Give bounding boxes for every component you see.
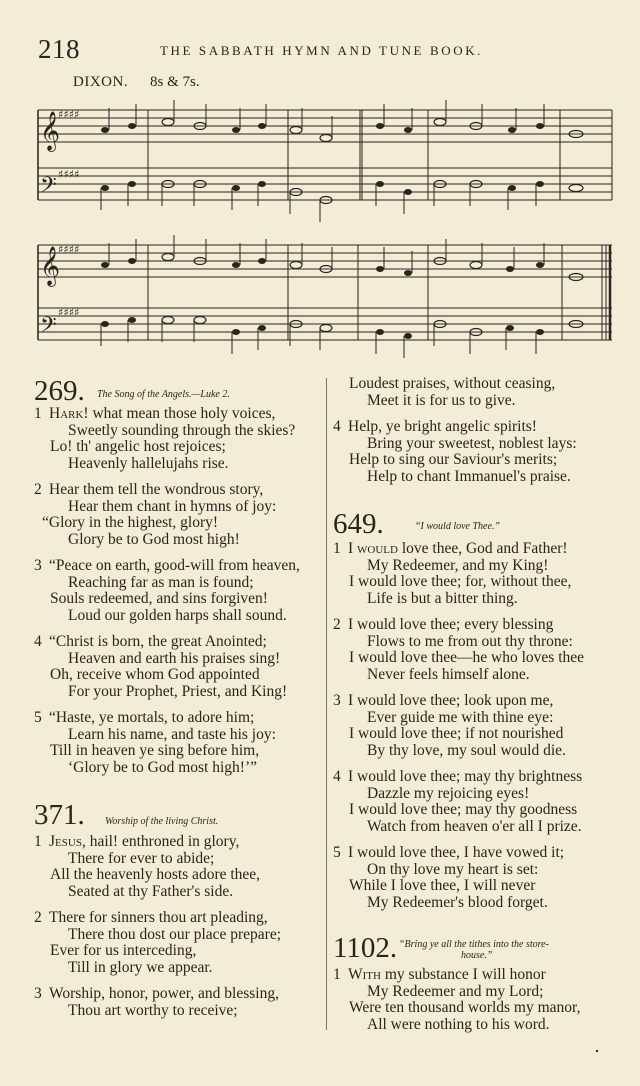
verse-line: There thou dost our place prepare; — [68, 925, 282, 943]
hymn-number: 371. — [34, 799, 85, 831]
right-column — [333, 376, 618, 1043]
verse-line: “Glory in the highest, glory! — [42, 514, 219, 531]
svg-text:♯♯♯♯: ♯♯♯♯ — [58, 306, 80, 319]
svg-text:♯♯♯♯: ♯♯♯♯ — [58, 243, 80, 256]
verse-line: Dazzle my rejoicing eyes! — [367, 784, 530, 802]
verse — [34, 634, 324, 700]
verse-number: 4 — [333, 418, 341, 435]
verse-line: my substance I will honor — [380, 966, 546, 983]
hymn-number: 269. — [34, 375, 85, 407]
hymn-note: Worship of the living Christ. — [105, 816, 219, 827]
verse-line: Ever guide me with thine eye: — [367, 708, 554, 726]
verse-line: love thee, God and Father! — [397, 540, 568, 557]
verse-line: ‘Glory be to God most high!’” — [68, 758, 257, 776]
verse-line: Loudest praises, without ceasing, — [349, 375, 556, 392]
verse-line: Souls redeemed, and sins forgiven! — [50, 590, 268, 607]
svg-text:♯♯♯♯: ♯♯♯♯ — [58, 168, 80, 181]
verse-line: My Redeemer, and my King! — [367, 556, 549, 574]
verse-number: 3 — [34, 557, 42, 574]
verse-number: 5 — [333, 844, 341, 861]
verse-line: There for sinners thou art pleading, — [49, 909, 268, 926]
verse-line: I would love thee; if not nourished — [349, 725, 564, 742]
verse — [34, 834, 324, 900]
hymn-number: 649. — [333, 508, 384, 540]
verse-line: I would love thee—he who loves thee — [349, 649, 585, 666]
verse-line: Loud our golden harps shall sound. — [68, 606, 287, 624]
verse-line: Worship, honor, power, and blessing, — [49, 985, 279, 1002]
ink-dot — [596, 1050, 598, 1052]
verse-line: On thy love my heart is set: — [367, 860, 539, 878]
verse-number: 3 — [333, 692, 341, 709]
verse-line: I would love thee; may thy goodness — [349, 801, 578, 818]
verse-line: Seated at thy Father's side. — [68, 882, 234, 900]
verse-line: Help to chant Immanuel's praise. — [367, 467, 571, 485]
verse-line: I would love thee; may thy brightness — [348, 768, 583, 785]
music-score — [0, 0, 640, 370]
verse-number: 1 — [34, 405, 42, 422]
verse-number: 2 — [34, 909, 42, 926]
verse-line: Heavenly hallelujahs rise. — [68, 454, 229, 472]
verse-line: Were ten thousand worlds my manor, — [349, 999, 581, 1016]
verse-line: “Haste, ye mortals, to adore him; — [49, 709, 255, 726]
verse-line: I would love thee; every blessing — [348, 616, 554, 633]
verse-line: Help, ye bright angelic spirits! — [348, 418, 537, 435]
svg-text:𝄢: 𝄢 — [40, 313, 57, 343]
verse — [34, 406, 324, 472]
verse-number: 2 — [333, 616, 341, 633]
svg-text:𝄞: 𝄞 — [40, 246, 61, 286]
verse-line: Bring your sweetest, noblest lays: — [367, 434, 577, 452]
verse — [333, 693, 618, 759]
hymn-header — [34, 376, 324, 406]
running-title: THE SABBATH HYMN AND TUNE BOOK. — [160, 43, 484, 58]
hymn-number: 1102. — [333, 932, 398, 964]
hymn-note: house.” — [461, 950, 493, 961]
verse-line: Till in glory we appear. — [68, 958, 213, 976]
verse-continued — [333, 376, 618, 409]
verse-number: 1 — [333, 540, 341, 557]
verse-line: Help to sing our Saviour's merits; — [349, 451, 558, 468]
verse-number: 1 — [34, 833, 42, 850]
verse-line: All the heavenly hosts adore thee, — [50, 866, 261, 883]
verse — [333, 617, 618, 683]
verse-number: 1 — [333, 966, 341, 983]
staff-lines — [38, 110, 612, 142]
verse — [333, 419, 618, 485]
verse-first-word: Jesus — [49, 833, 82, 850]
verse-line: , hail! enthroned in glory, — [81, 833, 240, 850]
verse-line: I would love thee, I have vowed it; — [348, 844, 565, 861]
verse-number: 2 — [34, 481, 42, 498]
tune-meter: 8s & 7s. — [150, 74, 200, 90]
verse-number: 3 — [34, 985, 42, 1002]
svg-text:𝄞: 𝄞 — [40, 111, 61, 151]
hymn-note: “I would love Thee.” — [415, 521, 500, 532]
verse-line: My Redeemer's blood forget. — [367, 893, 548, 911]
svg-text:♯♯♯♯: ♯♯♯♯ — [58, 108, 80, 121]
verse-line: By thy love, my soul would die. — [367, 741, 566, 759]
verse — [34, 558, 324, 624]
verse — [333, 967, 618, 1033]
verse-number: 4 — [34, 633, 42, 650]
verse-line: Ever for us interceding, — [50, 942, 197, 959]
column-divider — [326, 378, 327, 1030]
verse — [333, 845, 618, 911]
verse — [333, 541, 618, 607]
hymn-note: The Song of the Angels.—Luke 2. — [97, 389, 230, 400]
verse-first-word: I would — [348, 540, 398, 557]
verse — [34, 910, 324, 976]
verse-line: There for ever to abide; — [68, 849, 215, 867]
hymn-note: “Bring ye all the tithes into the store- — [399, 939, 549, 950]
verse-line: For your Prophet, Priest, and King! — [68, 682, 288, 700]
verse-first-word: Hark — [49, 405, 84, 422]
verse-line: Learn his name, and taste his joy: — [68, 725, 276, 743]
verse-line: Watch from heaven o'er all I prize. — [367, 817, 582, 835]
tune-name: DIXON. — [73, 74, 129, 90]
hymn-header — [333, 509, 618, 541]
verse-number: 4 — [333, 768, 341, 785]
verse-line: Hear them chant in hymns of joy: — [68, 497, 277, 515]
verse-line: Never feels himself alone. — [367, 665, 530, 683]
verse — [34, 710, 324, 776]
verse-line: Flows to me from out thy throne: — [367, 632, 573, 650]
verse-line: My Redeemer and my Lord; — [367, 982, 544, 1000]
verse-line: Reaching far as man is found; — [68, 573, 254, 591]
page-number: 218 — [38, 34, 80, 64]
verse-line: Sweetly sounding through the skies? — [68, 421, 296, 439]
verse-line: ! what mean those holy voices, — [83, 405, 276, 422]
svg-text:𝄢: 𝄢 — [40, 173, 57, 203]
verse-line: “Peace on earth, good-will from heaven, — [49, 557, 300, 574]
verse-first-word: With — [348, 966, 381, 983]
verse-line: I would love thee; for, without thee, — [349, 573, 572, 590]
verse — [34, 482, 324, 548]
verse-line: Glory be to God most high! — [68, 530, 240, 548]
staff-lines — [38, 168, 612, 200]
verse-line: Hear them tell the wondrous story, — [49, 481, 264, 498]
left-column — [34, 376, 324, 1029]
verse-line: Life is but a bitter thing. — [367, 589, 518, 607]
verse-line: Meet it is for us to give. — [367, 391, 516, 409]
hymn-header — [34, 800, 324, 834]
verse-line: All were nothing to his word. — [367, 1015, 550, 1033]
verse-line: I would love thee; look upon me, — [348, 692, 554, 709]
verse-line: Thou art worthy to receive; — [68, 1001, 238, 1019]
verse-line: Till in heaven ye sing before him, — [50, 742, 260, 759]
verse — [333, 769, 618, 835]
verse-line: Lo! th' angelic host rejoices; — [50, 438, 226, 455]
verse-line: “Christ is born, the great Anointed; — [49, 633, 267, 650]
verse-line: Oh, receive whom God appointed — [50, 666, 260, 683]
verse-number: 5 — [34, 709, 42, 726]
hymn-header — [333, 933, 618, 967]
verse-line: Heaven and earth his praises sing! — [68, 649, 281, 667]
verse-line: While I love thee, I will never — [349, 877, 536, 894]
verse — [34, 986, 324, 1019]
